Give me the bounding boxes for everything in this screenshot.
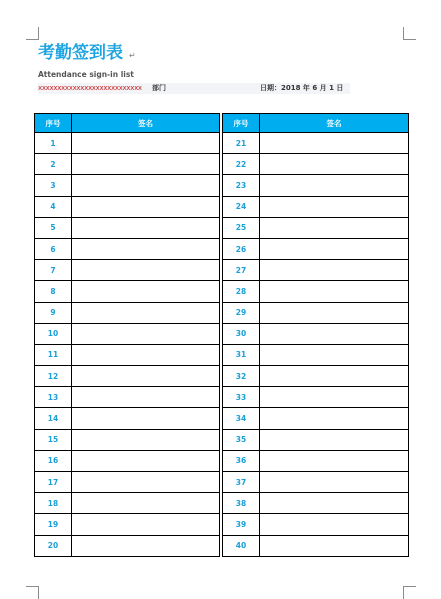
table-row: [35, 514, 220, 535]
table-row: [223, 196, 409, 217]
table-row: [223, 217, 409, 238]
signature-cell[interactable]: [72, 238, 220, 259]
row-number: 13: [35, 387, 72, 408]
signature-cell[interactable]: [260, 175, 409, 196]
table-row: [35, 387, 220, 408]
row-number: 27: [223, 260, 260, 281]
row-number: 32: [223, 366, 260, 387]
row-number: 31: [223, 344, 260, 365]
row-number: 6: [35, 238, 72, 259]
table-row: [35, 323, 220, 344]
row-number: 40: [223, 535, 260, 556]
row-number: 4: [35, 196, 72, 217]
signature-cell[interactable]: [260, 408, 409, 429]
signature-cell[interactable]: [72, 387, 220, 408]
row-number: 23: [223, 175, 260, 196]
signature-cell[interactable]: [72, 429, 220, 450]
signin-table-left: [34, 113, 220, 557]
signature-cell[interactable]: [260, 281, 409, 302]
signature-cell[interactable]: [72, 344, 220, 365]
table-row: [35, 535, 220, 556]
department-placeholder[interactable]: xxxxxxxxxxxxxxxxxxxxxxxxxxx: [38, 84, 142, 92]
table-row: [35, 450, 220, 471]
table-row: [223, 493, 409, 514]
column-header-signature: 签名: [260, 114, 409, 133]
table-row: [223, 323, 409, 344]
table-row: [35, 260, 220, 281]
signature-cell[interactable]: [260, 535, 409, 556]
row-number: 1: [35, 133, 72, 154]
row-number: 39: [223, 514, 260, 535]
row-number: 12: [35, 366, 72, 387]
table-row: [223, 450, 409, 471]
corner-mark-bottom-right: [403, 586, 416, 599]
signature-cell[interactable]: [72, 281, 220, 302]
row-number: 11: [35, 344, 72, 365]
row-number: 2: [35, 154, 72, 175]
table-row: [35, 429, 220, 450]
table-row: [35, 133, 220, 154]
table-row: [223, 344, 409, 365]
signature-cell[interactable]: [72, 154, 220, 175]
row-number: 35: [223, 429, 260, 450]
department-label: 部门: [152, 84, 166, 92]
signature-cell[interactable]: [260, 302, 409, 323]
signature-cell[interactable]: [260, 450, 409, 471]
table-row: [223, 472, 409, 493]
paragraph-mark: ↵: [129, 51, 136, 60]
row-number: 30: [223, 323, 260, 344]
table-row: [223, 366, 409, 387]
row-number: 29: [223, 302, 260, 323]
table-row: [223, 238, 409, 259]
corner-mark-bottom-left: [26, 586, 39, 599]
table-row: [223, 133, 409, 154]
table-row: [223, 302, 409, 323]
signature-cell[interactable]: [260, 344, 409, 365]
signin-table-right: [222, 113, 409, 557]
signature-cell[interactable]: [72, 133, 220, 154]
column-header-number: 序号: [35, 114, 72, 133]
table-row: [223, 408, 409, 429]
signature-cell[interactable]: [260, 217, 409, 238]
row-number: 15: [35, 429, 72, 450]
row-number: 38: [223, 493, 260, 514]
corner-mark-top-right: [403, 27, 416, 40]
table-row: [35, 217, 220, 238]
table-row: [35, 408, 220, 429]
signature-cell[interactable]: [260, 323, 409, 344]
signature-cell[interactable]: [72, 217, 220, 238]
corner-mark-top-left: [26, 27, 39, 40]
signature-cell[interactable]: [260, 514, 409, 535]
table-row: [35, 196, 220, 217]
signature-cell[interactable]: [260, 387, 409, 408]
row-number: 3: [35, 175, 72, 196]
row-number: 16: [35, 450, 72, 471]
table-row: [35, 472, 220, 493]
row-number: 20: [35, 535, 72, 556]
signature-cell[interactable]: [260, 429, 409, 450]
signature-cell[interactable]: [260, 196, 409, 217]
table-row: [223, 154, 409, 175]
table-header-row: [223, 114, 409, 133]
signature-cell[interactable]: [72, 175, 220, 196]
signature-cell[interactable]: [72, 493, 220, 514]
row-number: 19: [35, 514, 72, 535]
signature-cell[interactable]: [72, 302, 220, 323]
row-number: 28: [223, 281, 260, 302]
signature-cell[interactable]: [260, 133, 409, 154]
signature-cell[interactable]: [72, 196, 220, 217]
page-title: 考勤签到表: [38, 43, 123, 63]
table-row: [35, 366, 220, 387]
table-row: [35, 344, 220, 365]
row-number: 34: [223, 408, 260, 429]
date-label: 日期：2018 年 6 月 1 日: [260, 84, 344, 92]
signature-cell[interactable]: [72, 472, 220, 493]
table-row: [223, 514, 409, 535]
row-number: 18: [35, 493, 72, 514]
signature-cell[interactable]: [72, 323, 220, 344]
signature-cell[interactable]: [72, 260, 220, 281]
signature-cell[interactable]: [72, 535, 220, 556]
row-number: 10: [35, 323, 72, 344]
row-number: 14: [35, 408, 72, 429]
page-subtitle: Attendance sign-in list: [38, 70, 134, 79]
table-row: [35, 302, 220, 323]
signature-cell[interactable]: [72, 408, 220, 429]
table-row: [223, 387, 409, 408]
table-row: [35, 238, 220, 259]
table-row: [35, 154, 220, 175]
table-row: [223, 260, 409, 281]
table-row: [35, 493, 220, 514]
row-number: 25: [223, 217, 260, 238]
signature-cell[interactable]: [260, 238, 409, 259]
column-header-number: 序号: [223, 114, 260, 133]
table-row: [223, 429, 409, 450]
row-number: 26: [223, 238, 260, 259]
signature-cell[interactable]: [72, 366, 220, 387]
table-row: [35, 281, 220, 302]
row-number: 8: [35, 281, 72, 302]
signature-cell[interactable]: [72, 450, 220, 471]
table-row: [35, 175, 220, 196]
table-row: [223, 281, 409, 302]
signature-cell[interactable]: [260, 366, 409, 387]
row-number: 9: [35, 302, 72, 323]
column-header-signature: 签名: [72, 114, 220, 133]
signature-cell[interactable]: [260, 472, 409, 493]
table-row: [223, 535, 409, 556]
row-number: 36: [223, 450, 260, 471]
table-header-row: [35, 114, 220, 133]
signature-cell[interactable]: [260, 154, 409, 175]
signature-cell[interactable]: [260, 260, 409, 281]
signature-cell[interactable]: [260, 493, 409, 514]
row-number: 7: [35, 260, 72, 281]
row-number: 5: [35, 217, 72, 238]
row-number: 21: [223, 133, 260, 154]
row-number: 24: [223, 196, 260, 217]
row-number: 17: [35, 472, 72, 493]
signature-cell[interactable]: [72, 514, 220, 535]
table-row: [223, 175, 409, 196]
row-number: 33: [223, 387, 260, 408]
row-number: 37: [223, 472, 260, 493]
row-number: 22: [223, 154, 260, 175]
